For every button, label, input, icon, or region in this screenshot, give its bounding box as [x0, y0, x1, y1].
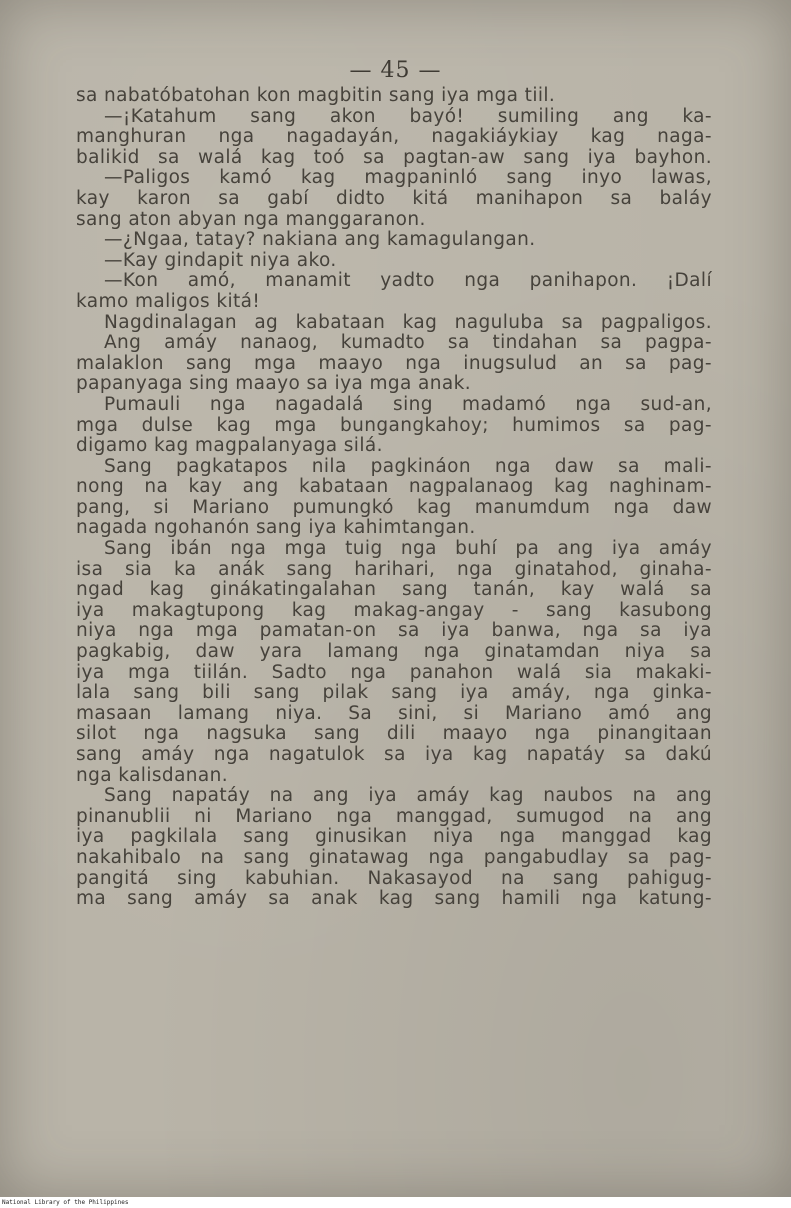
text-line: pinanublii ni Mariano nga manggad, sumugod na ang: [76, 806, 712, 827]
text-line: —Paligos kamó kag magpaninló sang inyo lawas,: [104, 168, 712, 189]
text-line: mga dulse kag mga bungangkahoy; humimos sa pag-: [76, 415, 712, 436]
text-line: sang aton abyan nga manggaranon.: [76, 209, 426, 230]
text-line: nagada ngohanón sang iya kahimtangan.: [76, 518, 476, 539]
text-line: malaklon sang mga maayo nga inugsulud an sa pag-: [76, 353, 712, 374]
text-line: nong na kay ang kabataan nagpalanaog kag naghinam-: [76, 477, 712, 498]
text-line: Sang ibán nga mga tuig nga buhí pa ang iya amáy: [104, 539, 712, 560]
text-line: lala sang bili sang pilak sang iya amáy, nga ginka-: [76, 683, 712, 704]
body-text: [76, 86, 712, 910]
text-line: masaan lamang niya. Sa sini, si Mariano amó ang: [76, 703, 712, 724]
text-line: Nagdinalagan ag kabataan kag naguluba sa pagpaligos.: [104, 312, 712, 333]
text-line: nga kalisdanan.: [76, 765, 229, 786]
page-number: — 45 —: [349, 58, 442, 83]
text-line: silot nga nagsuka sang dili maayo nga pinangitaan: [76, 724, 712, 745]
text-line: Sang pagkatapos nila pagkináon nga daw sa mali-: [104, 456, 712, 477]
text-line: Ang amáy nanaog, kumadto sa tindahan sa pagpa-: [104, 333, 712, 354]
text-line: pangitá sing kabuhian. Nakasayod na sang pahigug-: [76, 868, 712, 889]
text-line: iya makagtupong kag makag-angay - sang kasubong: [76, 600, 712, 621]
text-line: balikid sa walá kag toó sa pagtan-aw sang iya bayhon.: [76, 147, 712, 168]
text-line: Sang napatáy na ang iya amáy kag naubos na ang: [104, 786, 712, 807]
text-line: papanyaga sing maayo sa iya mga anak.: [76, 374, 472, 395]
text-line: ma sang amáy sa anak kag sang hamili nga katung-: [76, 889, 712, 910]
text-line: —¡Katahum sang akon bayó! sumiling ang ka-: [104, 106, 712, 127]
text-line: Pumauli nga nagadalá sing madamó nga sud-an,: [104, 394, 712, 415]
text-line: niya nga mga pamatan-on sa iya banwa, nga sa iya: [76, 621, 712, 642]
text-line: —Kay gindapit niya ako.: [104, 250, 337, 271]
text-line: iya pagkilala sang ginusikan niya nga manggad kag: [76, 827, 712, 848]
text-line: sang amáy nga nagatulok sa iya kag napatáy sa dakú: [76, 745, 712, 765]
text-line: digamo kag magpalanyaga silá.: [76, 436, 383, 457]
text-line: iya mga tiilán. Sadto nga panahon walá sia makaki-: [76, 662, 712, 683]
text-line: sa nabatóbatohan kon magbitin sang iya mga tiil.: [76, 86, 556, 106]
text-line: isa sia ka anák sang harihari, nga ginatahod, ginaha-: [76, 559, 712, 580]
text-line: nakahibalo na sang ginatawag nga pangabudlay sa pag-: [76, 847, 712, 868]
text-line: manghuran nga nagadayán, nagakiáykiay kag naga-: [76, 127, 712, 148]
text-line: ngad kag ginákatingalahan sang tanán, kay walá sa: [76, 580, 712, 601]
text-line: kamo maligos kitá!: [76, 291, 261, 312]
text-line: —¿Ngaa, tatay? nakiana ang kamagulangan.: [104, 230, 536, 251]
text-line: —Kon amó, manamit yadto nga panihapon. ¡Dalí: [104, 271, 712, 292]
text-line: pang, si Mariano pumungkó kag manumdum nga daw: [76, 497, 712, 518]
text-line: pagkabig, daw yara lamang nga ginatamdan niya sa: [76, 642, 712, 663]
library-credit: National Library of the Philippines: [2, 1199, 129, 1206]
text-line: kay karon sa gabí didto kitá manihapon sa baláy: [76, 188, 712, 209]
